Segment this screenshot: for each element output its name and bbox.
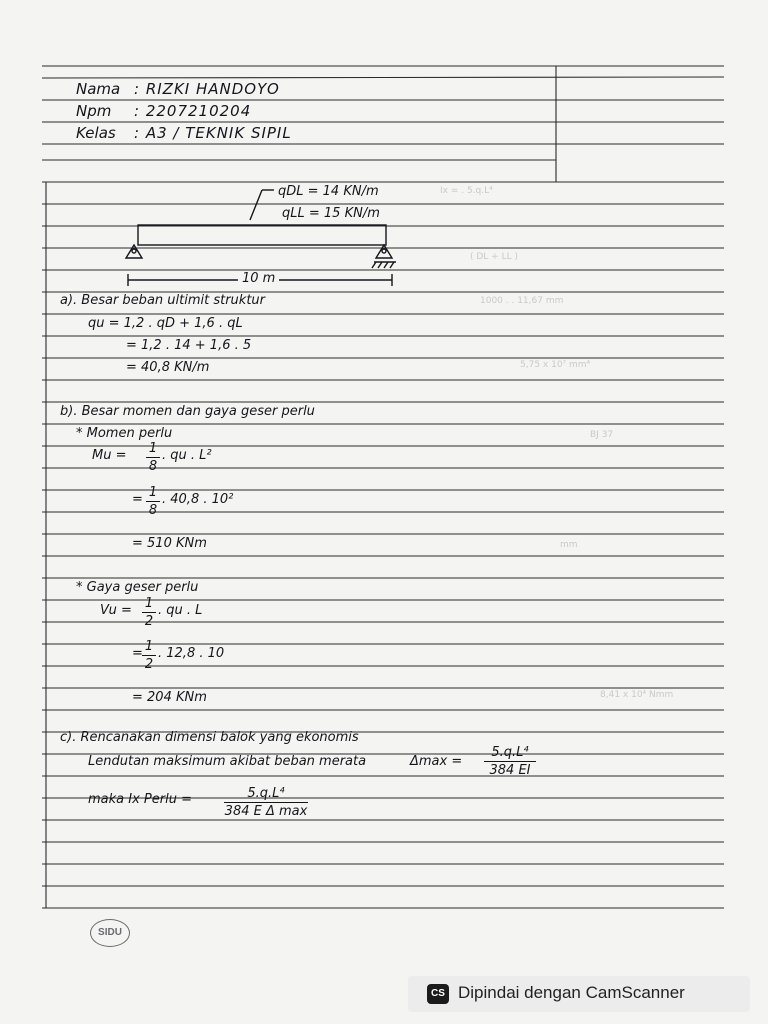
mu2-rest: . 40,8 . 10²: [162, 492, 234, 507]
nama-value: : RIZKI HANDOYO: [134, 80, 280, 98]
geser-heading: * Gaya geser perlu: [76, 580, 199, 595]
vu2-frac-num: 1: [144, 639, 154, 654]
vu3: = 204 KNm: [132, 690, 207, 705]
vu-fraction: [142, 596, 156, 629]
ix-fraction: [224, 786, 308, 819]
vu-frac-num: 1: [144, 596, 154, 611]
camscanner-logo-icon: CS: [427, 984, 449, 1004]
mu-frac-den: 8: [148, 459, 158, 474]
mu2-fraction: [146, 485, 160, 518]
vu2-rest: . 12,8 . 10: [158, 646, 225, 661]
roller-support-right: [376, 245, 392, 258]
mu2-frac-num: 1: [148, 485, 158, 500]
part-a-title: a). Besar beban ultimit struktur: [60, 293, 266, 308]
vu-rest: . qu . L: [158, 603, 203, 618]
delta-label: Δmax =: [410, 754, 463, 769]
npm-value: : 2207210204: [134, 102, 252, 120]
delta-den: 384 EI: [489, 763, 531, 778]
part-a-line1: qu = 1,2 . qD + 1,6 . qL: [88, 316, 243, 331]
part-c-title: c). Rencanakan dimensi balok yang ekonomis: [60, 730, 359, 745]
span-label: 10 m: [238, 271, 279, 286]
ix-label: maka Ix Perlu =: [88, 792, 192, 807]
mu-frac-num: 1: [148, 441, 158, 456]
bleed-through-text: mm: [560, 540, 578, 550]
q-dl-label: qDL = 14 KN/m: [278, 184, 379, 199]
npm-label: Npm: [76, 102, 112, 120]
kelas-value: : A3 / TEKNIK SIPIL: [134, 124, 292, 142]
beam-diagram: [0, 0, 768, 300]
mu-fraction: [146, 441, 160, 474]
pin-support-left: [126, 245, 142, 258]
vu2-fraction: [142, 639, 156, 672]
mu-label: Mu =: [92, 448, 127, 463]
bleed-through-text: BJ 37: [590, 430, 614, 440]
ix-den: 384 E Δ max: [224, 804, 308, 819]
beam: [138, 225, 386, 245]
part-a-line2: = 1,2 . 14 + 1,6 . 5: [126, 338, 252, 353]
vu2-frac-den: 2: [144, 657, 154, 672]
vu2-prefix: =: [132, 646, 143, 661]
lendutan-text: Lendutan maksimum akibat beban merata: [88, 754, 367, 769]
bleed-through-text: 5,75 x 10⁷ mm⁴: [520, 360, 591, 370]
mu3: = 510 KNm: [132, 536, 207, 551]
mu2-frac-den: 8: [148, 503, 158, 518]
mu-rest: . qu . L²: [162, 448, 212, 463]
part-b-title: b). Besar momen dan gaya geser perlu: [60, 404, 315, 419]
delta-fraction: [484, 745, 536, 778]
scanner-watermark: [408, 976, 750, 1012]
scanner-watermark-text: Dipindai dengan CamScanner: [458, 983, 685, 1002]
ix-num: 5.q.L⁴: [247, 786, 285, 801]
delta-num: 5.q.L⁴: [491, 745, 529, 760]
kelas-label: Kelas: [76, 124, 116, 142]
bleed-through-text: 1000 . . 11,67 mm: [480, 296, 564, 306]
part-a-line3: = 40,8 KN/m: [126, 360, 210, 375]
bleed-through-text: ( DL + LL ): [470, 252, 518, 262]
bleed-through-text: Ix = . 5.q.L⁴: [440, 186, 493, 196]
mu2-prefix: =: [132, 492, 143, 507]
bleed-through-text: 8,41 x 10⁴ Nmm: [600, 690, 674, 700]
brand-logo: SIDU: [90, 919, 130, 947]
momen-heading: * Momen perlu: [76, 426, 173, 441]
q-ll-label: qLL = 15 KN/m: [282, 206, 380, 221]
vu-frac-den: 2: [144, 614, 154, 629]
nama-label: Nama: [76, 80, 121, 98]
vu-label: Vu =: [100, 603, 132, 618]
